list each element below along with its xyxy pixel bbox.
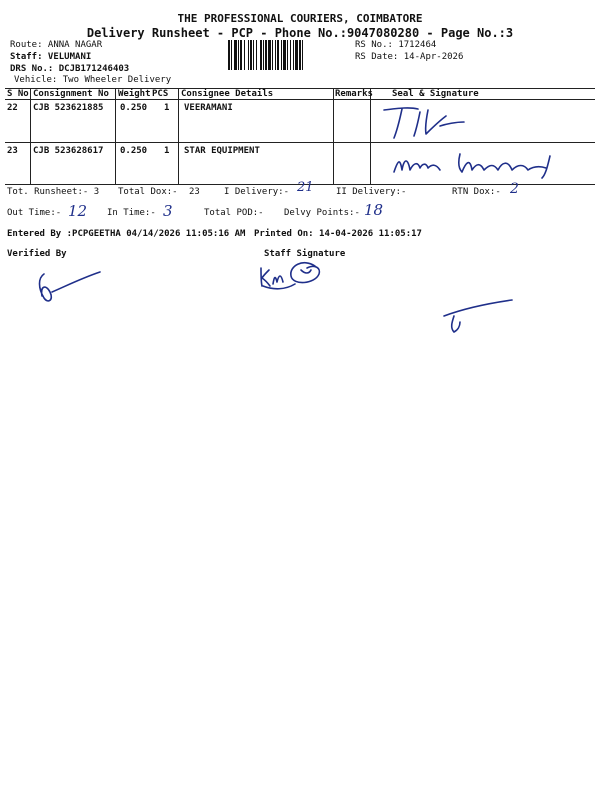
in-time-label: In Time:-: [107, 208, 156, 218]
col-divider: [370, 88, 371, 184]
company-name: THE PROFESSIONAL COURIERS, COIMBATORE: [177, 12, 423, 25]
col-header-remarks: Remarks: [335, 89, 373, 99]
col-divider: [333, 88, 334, 184]
staff-label: Staff: VELUMANI: [10, 52, 92, 62]
col-divider: [178, 88, 179, 184]
entered-by: Entered By :PCPGEETHA 04/14/2026 11:05:16 AM: [7, 229, 246, 239]
in-time-handwritten: 3: [163, 202, 173, 220]
table-header-border: [5, 99, 595, 100]
col-divider: [30, 88, 31, 184]
row-consignee: STAR EQUIPMENT: [184, 146, 260, 156]
row-consignment-no: CJB 523628617: [33, 146, 104, 156]
col-header-consignment: Consignment No: [33, 89, 109, 99]
ii-delivery-label: II Delivery:-: [336, 187, 407, 197]
row-consignment-no: CJB 523621885: [33, 103, 104, 113]
row-weight: 0.250: [120, 146, 148, 156]
barcode: [228, 40, 352, 70]
total-pod-label: Total POD:-: [204, 208, 264, 218]
printed-on: Printed On: 14-04-2026 11:05:17: [254, 229, 422, 239]
delvy-points-handwritten: 18: [364, 201, 384, 219]
right-initial-mark: [440, 296, 520, 336]
tot-runsheet: Tot. Runsheet:- 3: [7, 187, 100, 197]
rs-number: RS No.: 1712464: [355, 40, 437, 50]
drs-number: DRS No.: DCJB171246403: [10, 64, 130, 74]
rs-date: RS Date: 14-Apr-2026: [355, 52, 464, 62]
total-dox-label: Total Dox:-: [118, 187, 178, 197]
col-header-pcs: PCS: [152, 89, 169, 99]
row-sno: 22: [7, 103, 18, 113]
col-header-sno: S No: [7, 89, 29, 99]
staff-signature: [255, 256, 335, 296]
rtn-dox-label: RTN Dox:-: [452, 187, 501, 197]
row-pcs: 1: [164, 103, 170, 113]
runsheet-title: Delivery Runsheet - PCP - Phone No.:9047080280 - Page No.:3: [86, 26, 514, 40]
col-divider: [115, 88, 116, 184]
i-delivery-handwritten: 21: [297, 180, 314, 195]
i-delivery-label: I Delivery:-: [224, 187, 290, 197]
row-pcs: 1: [164, 146, 170, 156]
verified-by-signature: [30, 268, 110, 308]
col-header-consignee: Consignee Details: [181, 89, 274, 99]
table-row-border: [5, 142, 595, 143]
signature-row-2: [390, 146, 560, 182]
col-header-weight: Weight: [118, 89, 151, 99]
col-header-seal-signature: Seal & Signature: [392, 89, 479, 99]
rtn-dox-handwritten: 2: [510, 181, 519, 197]
row-consignee: VEERAMANI: [184, 103, 233, 113]
route-label: Route: ANNA NAGAR: [10, 40, 103, 50]
row-weight: 0.250: [120, 103, 148, 113]
row-sno: 23: [7, 146, 18, 156]
out-time-handwritten: 12: [68, 202, 88, 220]
delvy-points-label: Delvy Points:-: [284, 208, 360, 218]
verified-by-label: Verified By: [7, 249, 67, 259]
total-dox-value: 23: [189, 187, 200, 197]
vehicle-label: Vehicle: Two Wheeler Delivery: [14, 75, 172, 85]
out-time-label: Out Time:-: [7, 208, 62, 218]
signature-row-1: [380, 104, 470, 144]
staff-signature-label: Staff Signature: [264, 249, 346, 259]
